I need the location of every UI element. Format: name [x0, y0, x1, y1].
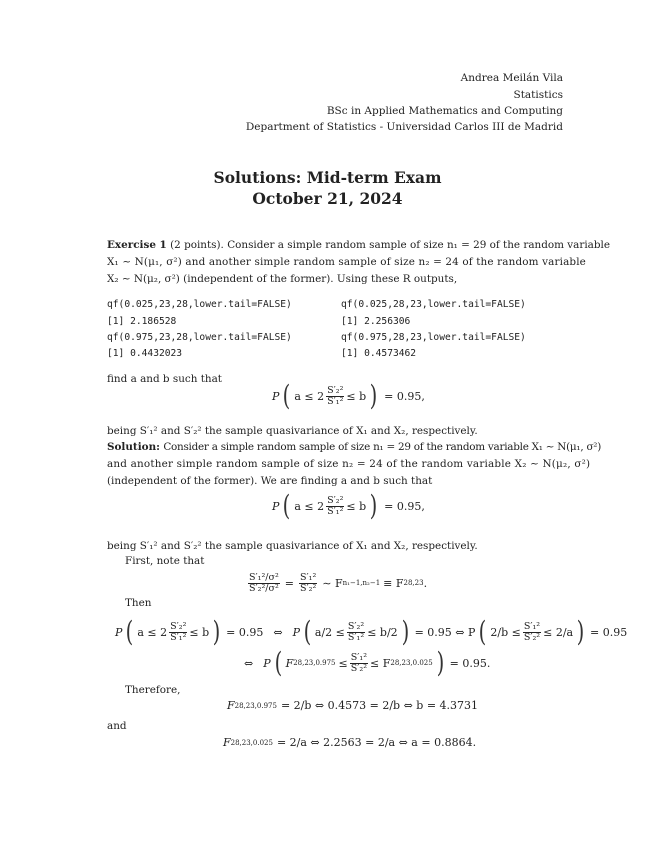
then-frac-2 [347, 622, 365, 643]
eq2-num: S′₂² [327, 494, 344, 506]
eq-den: S′₁² [327, 395, 344, 407]
ratio-frac-2 [299, 573, 317, 594]
then-left-3: 2/b ≤ [490, 625, 521, 639]
then-rhs-3: = 0.95 [590, 625, 628, 639]
exercise-line-2: X₁ ∼ N(μ₁, σ²) and another simple random sample of size n₂ = 24 of the random variable [107, 256, 586, 268]
eq-num: S′₂² [327, 384, 344, 396]
ratio-tail-sub: n₁−1,n₂−1 [342, 579, 381, 587]
left-paren: ( [283, 489, 291, 522]
degree-name: BSc in Applied Mathematics and Computing [326, 105, 563, 117]
exercise-line-3: X₂ ∼ N(μ₂, σ²) (independent of the former). Using these R outputs, [107, 273, 458, 285]
then-den-2: S′₁² [347, 631, 365, 643]
ratio-frac-1 [248, 573, 280, 594]
r-output-left-1: qf(0.025,23,28,lower.tail=FALSE) [107, 299, 292, 310]
eq-a-f: F [223, 736, 231, 749]
eq2-right: ≤ b [346, 499, 367, 513]
r-output-right-1: qf(0.025,28,23,lower.tail=FALSE) [341, 299, 526, 310]
department-name: Department of Statistics - Universidad Carlos III de Madrid [245, 121, 563, 133]
document-title: Solutions: Mid-term Exam [213, 168, 442, 187]
equation-then-row-2 [244, 645, 490, 681]
f-right: ≤ F [370, 656, 391, 670]
left-paren: ( [283, 379, 291, 412]
eq2-den: S′₁² [327, 505, 344, 517]
equation-probability-2 [272, 488, 425, 524]
leq-sign: ≤ [338, 656, 348, 670]
then-frac-1 [169, 622, 187, 643]
f-left: F [285, 656, 294, 670]
then-rhs-2: = 0.95 ⇔ P [414, 625, 476, 639]
course-name: Statistics [513, 89, 563, 101]
eq-fraction [326, 386, 344, 407]
eq2-rhs: = 0.95, [384, 499, 425, 513]
then-left-2: a/2 ≤ [314, 625, 345, 639]
first-note-text: First, note that [125, 555, 205, 567]
then-text: Then [125, 597, 152, 609]
r-output-left-4: [1] 0.4432023 [107, 348, 183, 359]
ratio-den-1: S′₂²/σ² [249, 582, 279, 594]
exercise-text-1: Consider a simple random sample of size n₁ = 29 of the random variable [227, 239, 610, 251]
then-left-1: a ≤ 2 [137, 625, 168, 639]
equation-probability [272, 378, 425, 414]
f-right-sub: 28,23,0.025 [390, 659, 433, 667]
r-output-right-3: qf(0.975,28,23,lower.tail=FALSE) [341, 332, 526, 343]
right-paren: ) [212, 615, 221, 648]
then-num-2: S′₂² [347, 620, 365, 632]
solution-line-2: and another simple random sample of size n₂ = 24 of the random variable X₂ ∼ N(μ₂, σ²) [107, 458, 591, 470]
eq-right: ≤ b [346, 389, 367, 403]
eq-a-sub: 28,23,0.025 [230, 738, 273, 747]
ratio-num-1: S′₁²/σ² [249, 571, 279, 583]
r-output-left-2: [1] 2.186528 [107, 316, 177, 327]
right-paren: ) [576, 615, 585, 648]
eq-b-f: F [227, 699, 235, 712]
being-text-2: being S′₁² and S′₂² the sample quasivariance of X₁ and X₂, respectively. [107, 540, 478, 552]
then-frac-4 [350, 653, 368, 674]
exercise-line-1 [107, 239, 610, 251]
document-date: October 21, 2024 [252, 189, 403, 208]
then-num-1: S′₂² [170, 620, 187, 632]
ratio-den-2: S′₂² [300, 582, 317, 594]
then-p2: P [292, 625, 300, 639]
right-paren: ) [369, 489, 378, 522]
equation-ratio [246, 565, 427, 601]
then-right-3: ≤ 2/a [543, 625, 574, 639]
then-p1: P [115, 625, 123, 639]
therefore-text: Therefore, [125, 684, 181, 696]
being-text-1: being S′₁² and S′₂² the sample quasivariance of X₁ and X₂, respectively. [107, 425, 478, 437]
iff-symbol: ⇔ [273, 625, 283, 639]
ratio-num-2: S′₁² [300, 571, 317, 583]
eq-b-sub: 28,23,0.975 [234, 701, 277, 710]
left-paren: ( [274, 646, 282, 679]
eq-p: P [272, 389, 280, 403]
eq2-left: a ≤ 2 [294, 499, 325, 513]
right-paren: ) [369, 379, 378, 412]
then-num-4: S′₁² [350, 651, 368, 663]
find-text: find a and b such that [107, 373, 222, 385]
left-paren: ( [479, 615, 487, 648]
solution-label: Solution: [107, 441, 161, 453]
author-name: Andrea Meilán Vila [460, 72, 563, 84]
then-rhs-1: = 0.95 [226, 625, 264, 639]
equation-b [227, 699, 478, 712]
eq2-p: P [272, 499, 280, 513]
then-num-3: S′₁² [523, 620, 541, 632]
eq-left: a ≤ 2 [294, 389, 325, 403]
solution-line-3: (independent of the former). We are finding a and b such that [107, 475, 433, 487]
r-output-left-3: qf(0.975,23,28,lower.tail=FALSE) [107, 332, 292, 343]
and-text: and [107, 720, 127, 732]
then-rhs-4: = 0.95. [449, 656, 491, 670]
iff-symbol-2: ⇔ [244, 656, 254, 670]
left-paren: ( [126, 615, 134, 648]
eq-rhs: = 0.95, [384, 389, 425, 403]
exercise-label: Exercise 1 [107, 239, 167, 251]
solution-line-1 [107, 441, 601, 453]
right-paren: ) [401, 615, 409, 648]
then-den-3: S′₂² [523, 631, 541, 643]
then-den-1: S′₁² [170, 631, 187, 643]
eq-a-rest: = 2/a ⇔ 2.2563 = 2/a ⇔ a = 0.8864. [276, 736, 477, 749]
then-p4: P [263, 656, 271, 670]
then-den-4: S′₂² [350, 662, 368, 674]
ratio-end: . [423, 576, 428, 590]
then-right-2: ≤ b/2 [367, 625, 398, 639]
ratio-tail: ∼ F [322, 576, 343, 590]
equals-sign: = [284, 576, 294, 590]
eq-b-rest: = 2/b ⇔ 0.4573 = 2/b ⇔ b = 4.3731 [280, 699, 479, 712]
then-right-1: ≤ b [189, 625, 210, 639]
right-paren: ) [436, 646, 444, 679]
r-output-right-4: [1] 0.4573462 [341, 348, 417, 359]
eq2-fraction [326, 496, 344, 517]
solution-text-1: Consider a simple random sample of size n₁ = 29 of the random variable X₁ ∼ N(μ₁, σ²) [163, 441, 602, 453]
then-frac-3 [523, 622, 541, 643]
f-left-sub: 28,23,0.975 [293, 659, 336, 667]
ratio-equiv-sub: 28,23 [403, 579, 424, 587]
ratio-equiv: ≡ F [383, 576, 404, 590]
equation-a [223, 736, 476, 749]
r-output-right-2: [1] 2.256306 [341, 316, 411, 327]
left-paren: ( [303, 615, 312, 648]
exercise-points: (2 points). [170, 239, 224, 251]
